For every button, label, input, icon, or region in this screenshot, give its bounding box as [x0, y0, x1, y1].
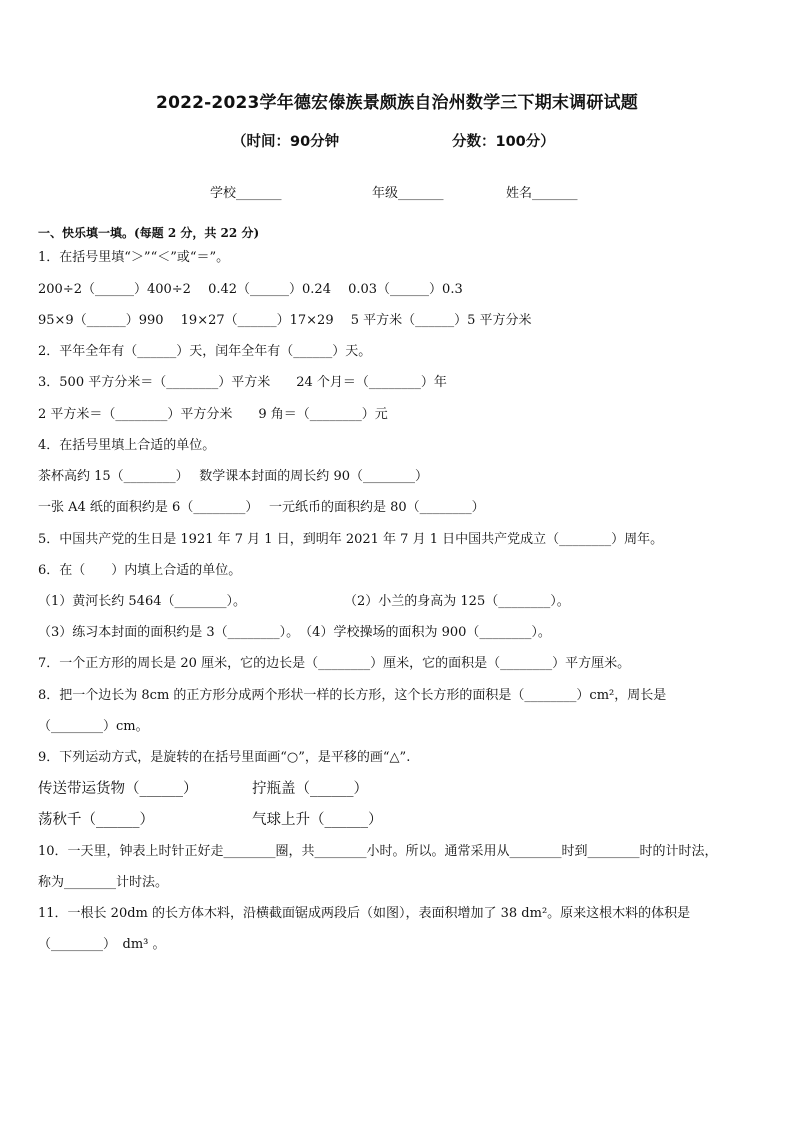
question-9: 9．下列运动方式，是旋转的在括号里面画“○”，是平移的画“△”. [38, 750, 411, 765]
question-11: 11．一根长 20dm 的长方体木料，沿横截面锯成两段后（如图），表面积增加了 38 dm²。原来这根木料的体积是 [38, 906, 691, 921]
grade-field: 年级_______ [372, 186, 444, 201]
question-1-row-1: 200÷2（______）400÷2 0.42（______）0.24 0.03（______）0.3 [38, 282, 463, 297]
question-4: 4．在括号里填上合适的单位。 [38, 438, 216, 453]
question-9-item-4: 气球上升（______） [252, 812, 383, 828]
question-4-row-2: 一张 A4 纸的面积约是 6（________） 一元纸币的面积约是 80（________） [38, 500, 485, 515]
exam-score: 分数：100分） [452, 134, 555, 150]
question-5: 5．中国共产党的生日是 1921 年 7 月 1 日，到明年 2021 年 7 月 1 日中国共产党成立（________）周年。 [38, 532, 664, 547]
question-8: 8．把一个边长为 8cm 的正方形分成两个形状一样的长方形，这个长方形的面积是（________）cm²，周长是 [38, 688, 667, 703]
question-3-row-2: 2 平方米＝（________）平方分米 9 角＝（________）元 [38, 407, 388, 422]
question-6: 6．在（ ）内填上合适的单位。 [38, 563, 242, 578]
question-7: 7．一个正方形的周长是 20 厘米，它的边长是（________）厘米，它的面积是（________）平方厘米。 [38, 656, 631, 671]
page-title: 2022-2023学年德宏傣族景颇族自治州数学三下期末调研试题 [156, 93, 638, 113]
question-4-row-1: 茶杯高约 15（________） 数学课本封面的周长约 90（________） [38, 469, 428, 484]
name-field: 姓名_______ [506, 186, 578, 201]
question-2: 2．平年全年有（______）天，闰年全年有（______）天。 [38, 344, 372, 359]
exam-time: （时间：90分钟 [232, 134, 340, 150]
question-6-part-2: （2）小兰的身高为 125（________）。 [344, 594, 570, 609]
question-8-cont: （________）cm。 [38, 719, 149, 734]
section-heading: 一、快乐填一填。(每题 2 分，共 22 分) [38, 226, 260, 240]
question-3: 3．500 平方分米＝（________）平方米 24 个月＝（________）年 [38, 375, 447, 390]
question-9-item-1: 传送带运货物（______） [38, 781, 198, 797]
question-9-item-3: 荡秋千（______） [38, 812, 154, 828]
question-1: 1．在括号里填“＞”“＜”或“＝”。 [38, 250, 230, 265]
question-1-row-2: 95×9（______）990 19×27（______）17×29 5 平方米（______）5 平方分米 [38, 313, 532, 328]
school-field: 学校_______ [210, 186, 282, 201]
question-11-cont: （________） dm³ 。 [38, 937, 166, 952]
question-10-cont: 称为________计时法。 [38, 875, 169, 890]
question-10: 10．一天里，钟表上时针正好走________圈，共________小时。所以。通常采用从________时到________时的计时法， [38, 844, 718, 859]
question-9-item-2: 拧瓶盖（______） [252, 781, 368, 797]
question-6-row-2: （3）练习本封面的面积约是 3（________）。 （4）学校操场的面积为 900（________）。 [38, 625, 551, 640]
question-6-part-1: （1）黄河长约 5464（________）。 [38, 594, 246, 609]
